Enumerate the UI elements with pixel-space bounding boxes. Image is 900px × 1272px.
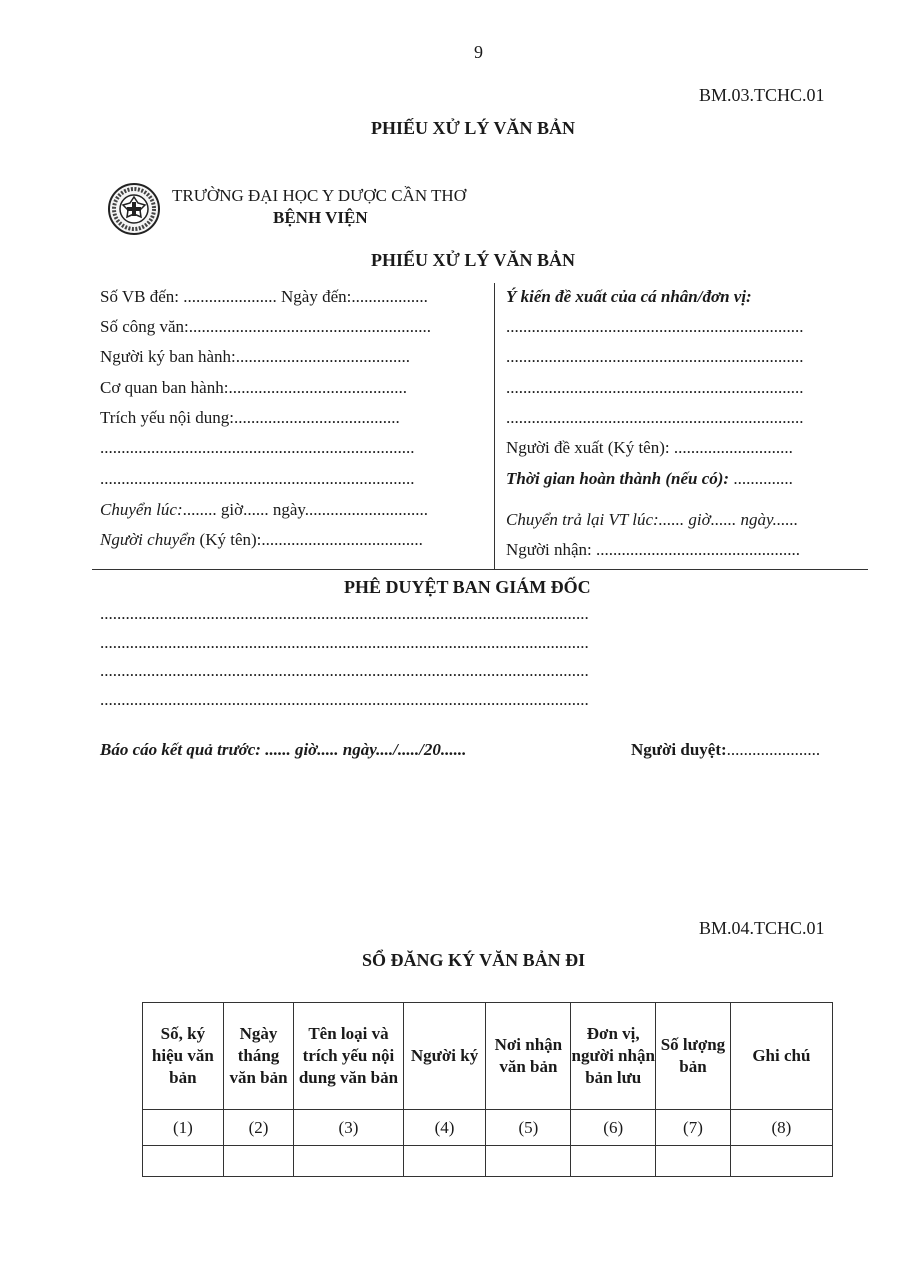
university-seal-icon (108, 183, 160, 235)
column-number: (5) (486, 1110, 571, 1146)
inner-title: PHIẾU XỬ LÝ VĂN BẢN (371, 250, 576, 270)
field-thoi-gian (506, 469, 793, 489)
dotted-line: ................................................................................................................... (100, 661, 589, 680)
chuyen-luc-value: ........ giờ...... ngày............................. (182, 500, 429, 519)
dotted-line: ................................................................................................................... (100, 604, 589, 623)
column-header: Đơn vị, người nhận bản lưu (571, 1003, 656, 1110)
nguoi-chuyen-label: Người chuyển (100, 530, 196, 549)
field-chuyen-tra: Chuyển trả lại VT lúc:...... giờ...... ngày...... (506, 510, 799, 529)
field-nguoi-nhan: Người nhận: ................................................ (506, 540, 800, 559)
register-table (142, 1002, 833, 1177)
table-cell[interactable] (656, 1146, 731, 1177)
form-code: BM.03.TCHC.01 (699, 85, 825, 105)
nguoi-duyet-field (631, 740, 820, 760)
column-number: (2) (223, 1110, 294, 1146)
org-unit: BỆNH VIỆN (273, 208, 368, 227)
bao-cao-field: Báo cáo kết quả trước: ...... giờ..... ngày..../...../20...... (100, 740, 467, 759)
nguoi-duyet-value: ...................... (726, 740, 821, 759)
dotted-line: ...................................................................... (506, 317, 804, 336)
section-separator (92, 569, 868, 570)
dotted-line: .......................................................................... (100, 438, 415, 457)
column-header: Số, ký hiệu văn bản (143, 1003, 224, 1110)
column-number: (1) (143, 1110, 224, 1146)
field-nguoi-chuyen (100, 530, 423, 550)
field-nguoi-ky: Người ký ban hành:......................................... (100, 347, 411, 366)
table-cell[interactable] (403, 1146, 486, 1177)
column-header: Người ký (403, 1003, 486, 1110)
nguoi-duyet-label: Người duyệt: (631, 740, 727, 759)
column-divider (494, 283, 495, 569)
table-number-row (143, 1110, 833, 1146)
dotted-line: ................................................................................................................... (100, 633, 589, 652)
field-co-quan: Cơ quan ban hành:.......................................... (100, 378, 407, 397)
dotted-line: ...................................................................... (506, 378, 804, 397)
chuyen-luc-label: Chuyển lúc: (100, 500, 183, 519)
table-row (143, 1146, 833, 1177)
page-number: 9 (474, 42, 483, 62)
form-title: PHIẾU XỬ LÝ VĂN BẢN (371, 118, 576, 138)
field-chuyen-luc (100, 500, 428, 520)
table-header-row (143, 1003, 833, 1110)
thoi-gian-value: .............. (729, 469, 793, 488)
table-cell[interactable] (223, 1146, 294, 1177)
column-number: (6) (571, 1110, 656, 1146)
field-trich-yeu: Trích yếu nội dung:....................................... (100, 408, 400, 427)
table-cell[interactable] (571, 1146, 656, 1177)
form2-title: SỔ ĐĂNG KÝ VĂN BẢN ĐI (362, 950, 586, 970)
thoi-gian-label: Thời gian hoàn thành (nếu có): (506, 469, 730, 488)
dotted-line: ...................................................................... (506, 347, 804, 366)
field-so-cong-van: Số công văn:......................................................... (100, 317, 432, 336)
column-number: (3) (294, 1110, 403, 1146)
dotted-line: ...................................................................... (506, 408, 804, 427)
column-header: Số lượng bản (656, 1003, 731, 1110)
y-kien-heading: Ý kiến đề xuất của cá nhân/đơn vị: (506, 287, 752, 306)
form2-code: BM.04.TCHC.01 (699, 918, 825, 938)
field-nguoi-de-xuat: Người đề xuất (Ký tên): ............................ (506, 438, 793, 457)
column-header: Tên loại và trích yếu nội dung văn bản (294, 1003, 403, 1110)
org-name: TRƯỜNG ĐẠI HỌC Y DƯỢC CẦN THƠ (172, 186, 466, 205)
column-number: (4) (403, 1110, 486, 1146)
column-number: (7) (656, 1110, 731, 1146)
column-header: Ghi chú (730, 1003, 832, 1110)
column-header: Nơi nhận văn bản (486, 1003, 571, 1110)
table-cell[interactable] (294, 1146, 403, 1177)
dotted-line: ................................................................................................................... (100, 690, 589, 709)
table-cell[interactable] (730, 1146, 832, 1177)
table-cell[interactable] (486, 1146, 571, 1177)
field-so-vb-den: Số VB đến: ...................... Ngày đến:.................. (100, 287, 428, 306)
table-cell[interactable] (143, 1146, 224, 1177)
dotted-line: .......................................................................... (100, 469, 415, 488)
column-number: (8) (730, 1110, 832, 1146)
nguoi-chuyen-value: (Ký tên):...................................... (195, 530, 423, 549)
approval-title: PHÊ DUYỆT BAN GIÁM ĐỐC (344, 577, 591, 597)
column-header: Ngày tháng văn bản (223, 1003, 294, 1110)
